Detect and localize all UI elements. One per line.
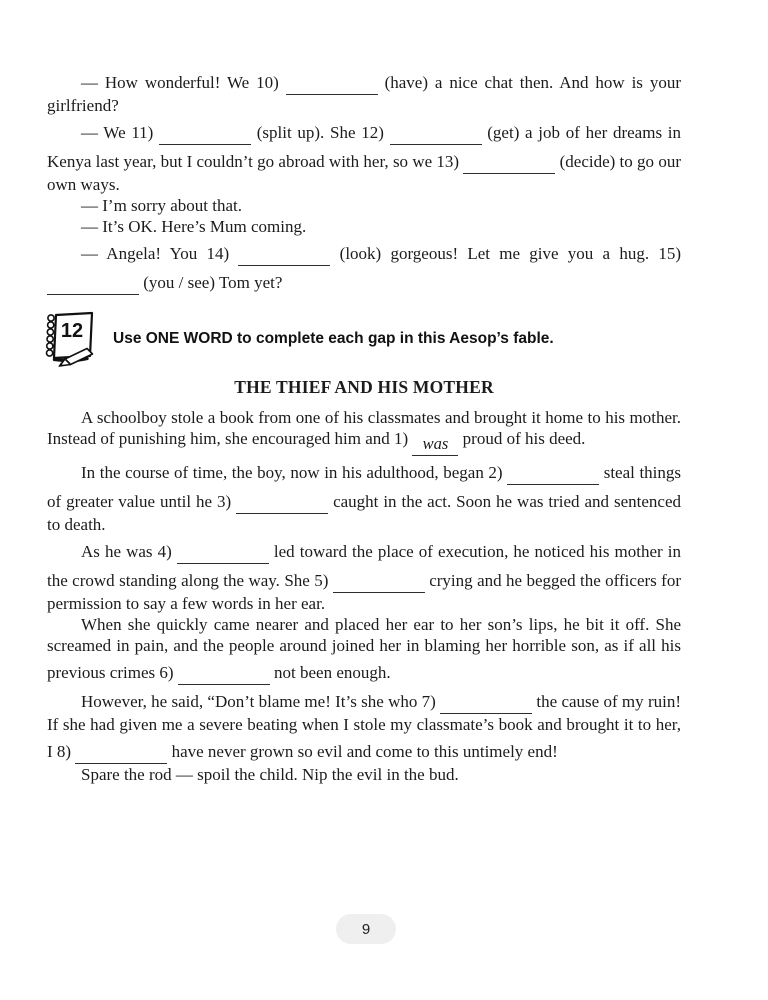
text-run: — I’m sorry about that. [81, 196, 242, 215]
paragraph [47, 685, 681, 764]
answer-blank [178, 656, 270, 685]
dialogue-section [47, 66, 681, 295]
exercise-instruction: Use ONE WORD to complete each gap in this Aesop’s fable. [113, 330, 554, 347]
answer-blank [177, 535, 269, 564]
answer-blank [286, 66, 378, 95]
paragraph [47, 535, 681, 614]
text-run: In the course of time, the boy, now in his adulthood, began 2) [81, 463, 508, 482]
text-run: the cause of my ruin! If she had given me a severe beating when I stole my classmate’s book and brought it to her, I 8) [47, 692, 681, 761]
text-run: Spare the rod — spoil the child. Nip the evil in the bud. [81, 765, 459, 784]
text-run: (decide) to go our own ways. [47, 152, 681, 194]
text-run: — It’s OK. Here’s Mum coming. [81, 217, 307, 236]
paragraph [47, 116, 681, 195]
text-run: caught in the act. Soon he was tried and sentenced to death. [47, 492, 681, 534]
answer-blank [75, 735, 167, 764]
text-run: have never grown so evil and come to this untimely end! [167, 742, 558, 761]
answer-blank [238, 237, 330, 266]
answer-blank [236, 485, 328, 514]
notepad-pencil-icon [45, 310, 97, 368]
page-number: 9 [361, 920, 371, 938]
text-run: When she quickly came nearer and placed her ear to her son’s lips, he bit it off. She screamed in pain, and the people around joined her in blaming her horrible son, as if all his previous crimes 6) [47, 615, 681, 682]
answer-blank [47, 266, 139, 295]
paragraph [47, 237, 681, 295]
fable-title: THE THIEF AND HIS MOTHER [234, 377, 494, 397]
text-run: — How wonderful! We 10) [81, 73, 286, 92]
page-number-pill [336, 914, 396, 944]
text-run: However, he said, “Don’t blame me! It’s she who 7) [81, 692, 441, 711]
text-run: proud of his deed. [458, 429, 586, 448]
answer-blank [159, 116, 251, 145]
paragraph [47, 195, 681, 216]
text-run: (get) a job of her dreams in Kenya last year, but I couldn’t go abroad with her, so we 13) [47, 123, 681, 171]
page-content [47, 66, 681, 785]
text-run: (look) gorgeous! Let me give you a hug. 15) [330, 244, 681, 263]
answer-blank [440, 685, 532, 714]
text-run: steal things of greater value until he 3) [47, 463, 682, 511]
text-run: As he was 4) [81, 542, 177, 561]
answer-blank [333, 564, 425, 593]
text-run: — Angela! You 14) [81, 244, 239, 263]
paragraph [47, 456, 681, 535]
exercise-12-header [45, 310, 681, 368]
paragraph [47, 216, 681, 237]
paragraph [47, 614, 681, 685]
text-run: (you / see) Tom yet? [139, 273, 283, 292]
text-run: led toward the place of execution, he noticed his mother in the crowd standing along the way. She 5) [47, 542, 681, 590]
filled-answer-blank: was [412, 432, 458, 456]
answer-blank [390, 116, 482, 145]
paragraph [47, 66, 681, 116]
text-run: A schoolboy stole a book from one of his classmates and brought it home to his mother. Instead of punishing him, she encouraged him and 1) [47, 408, 681, 448]
exercise-number: 12 [60, 320, 84, 342]
text-run: not been enough. [269, 663, 391, 682]
answer-blank [463, 145, 555, 174]
answer-blank [507, 456, 599, 485]
text-run: (have) a nice chat then. And how is your girlfriend? [47, 73, 681, 115]
paragraph [47, 407, 681, 456]
text-run: — We 11) [81, 123, 160, 142]
fable-section [47, 407, 681, 785]
paragraph [47, 764, 681, 785]
text-run: (split up). She 12) [251, 123, 390, 142]
text-run: crying and he begged the officers for permission to say a few words in her ear. [47, 571, 681, 613]
